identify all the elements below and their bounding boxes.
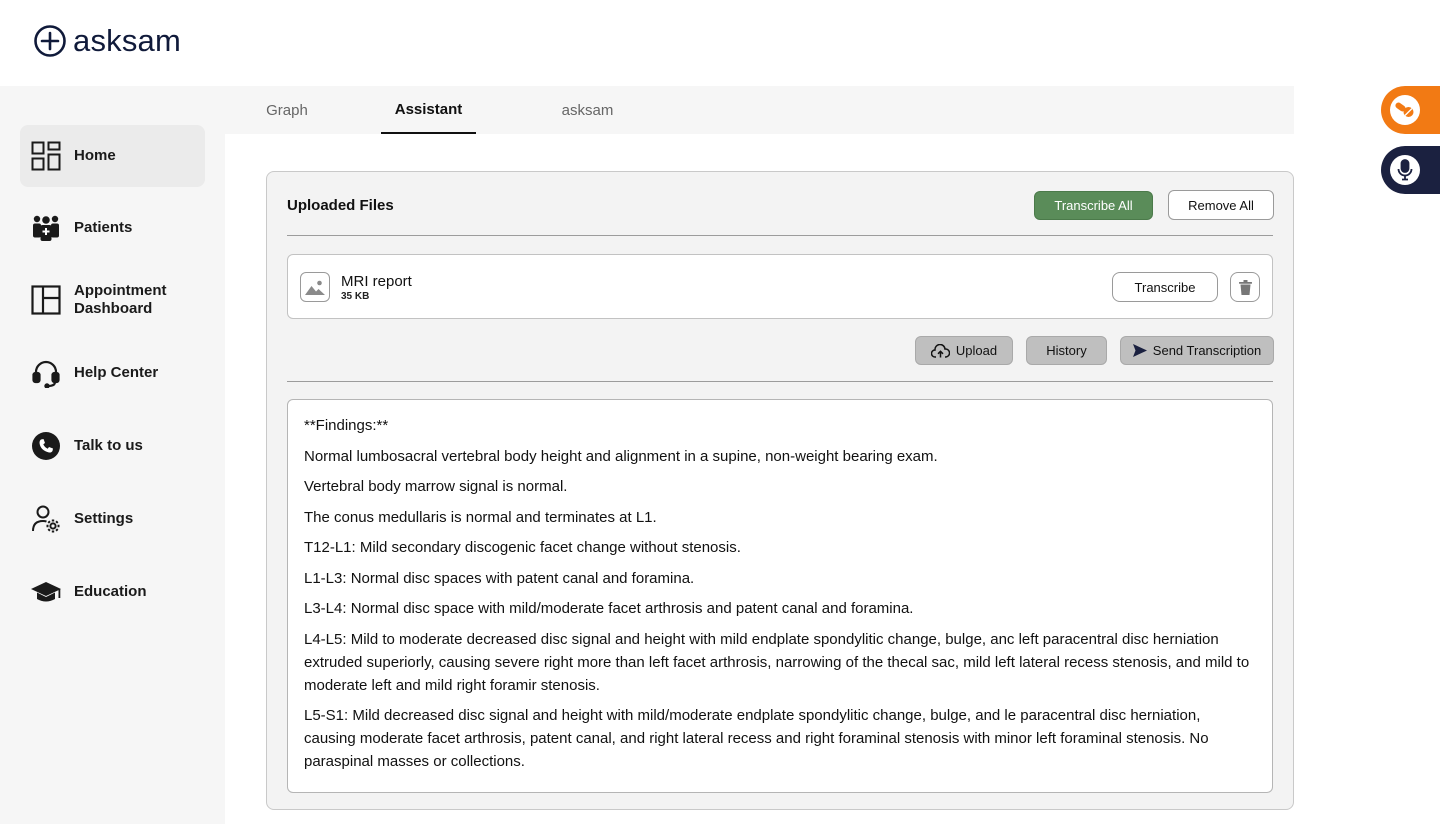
history-button[interactable]: History: [1026, 336, 1107, 365]
send-transcription-label: Send Transcription: [1152, 343, 1262, 358]
layout-panel-icon: [30, 284, 62, 316]
send-arrow-icon: [1133, 344, 1147, 357]
microphone-icon: [1390, 155, 1420, 185]
divider: [287, 381, 1273, 382]
divider: [287, 235, 1273, 236]
transcript-line: L4-L5: Mild to moderate decreased disc signal and height with mild endplate spondylitic change, bulge, anc left paracentral disc herniation extruded superiorly, causing severe right more than left facet arthrosis, narrowing of the thecal sac, mild left lateral recess stenosis, and mild to moderate left and mild right foramir stenosis.: [304, 630, 1250, 694]
sidebar-item-help-center[interactable]: [20, 342, 205, 404]
transcript-line: Vertebral body marrow signal is normal.: [304, 478, 568, 495]
sidebar-item-label: Help Center: [74, 364, 159, 381]
send-transcription-button[interactable]: [1120, 336, 1274, 365]
logo-text: asksam: [73, 23, 182, 58]
tab-graph[interactable]: Graph: [266, 101, 308, 119]
sidebar-item-patients[interactable]: [20, 197, 205, 259]
sidebar-item-settings[interactable]: [20, 488, 205, 550]
transcribe-button[interactable]: Transcribe: [1112, 272, 1218, 302]
graduation-cap-icon: [30, 576, 62, 608]
sidebar-item-home[interactable]: [20, 125, 205, 187]
panel-title: Uploaded Files: [287, 197, 394, 214]
delete-file-button[interactable]: [1230, 272, 1260, 302]
app-logo[interactable]: [33, 24, 181, 58]
tab-assistant[interactable]: Assistant: [381, 86, 476, 134]
uploaded-files-panel: [266, 171, 1294, 810]
trash-icon: [1239, 280, 1252, 295]
transcript-line: L3-L4: Normal disc space with mild/moderate facet arthrosis and patent canal and foramina.: [304, 600, 914, 617]
phone-icon: [30, 430, 62, 462]
headset-icon: [30, 357, 62, 389]
sidebar-item-appointment-dashboard[interactable]: [20, 269, 205, 331]
voice-float-button[interactable]: [1381, 146, 1440, 194]
image-file-icon: [300, 272, 330, 302]
sidebar: [0, 86, 225, 824]
sidebar-item-label: Education: [74, 583, 147, 600]
medications-float-button[interactable]: [1381, 86, 1440, 134]
sidebar-item-label: Home: [74, 147, 116, 164]
transcript-line: L1-L3: Normal disc spaces with patent canal and foramina.: [304, 569, 695, 587]
dashboard-grid-icon: [30, 140, 62, 172]
transcript-line: **Findings:**: [304, 417, 389, 434]
file-name: MRI report: [341, 273, 412, 290]
tab-asksam[interactable]: asksam: [561, 101, 614, 119]
cloud-upload-icon: [931, 344, 950, 358]
sidebar-item-label: Settings: [74, 510, 134, 527]
transcribe-all-button[interactable]: Transcribe All: [1034, 191, 1153, 220]
sidebar-item-label: Talk to us: [74, 437, 143, 454]
upload-label: Upload: [955, 343, 998, 358]
sidebar-item-talk-to-us[interactable]: [20, 415, 205, 477]
transcript-line: The conus medullaris is normal and terminates at L1.: [304, 508, 657, 526]
user-gear-icon: [30, 503, 62, 535]
transcript-line: L5-S1: Mild decreased disc signal and height with mild/moderate endplate spondylitic change, bulge, and le paracentral disc herniation, causing moderate facet arthrosis, patent canal, and right lateral recess and right foraminal stenosis with minor left foraminal stenosis. No paraspinal masses or collections.: [304, 707, 1209, 770]
upload-button[interactable]: [915, 336, 1013, 365]
pills-icon: [1390, 95, 1420, 125]
transcript-line: T12-L1: Mild secondary discogenic facet change without stenosis.: [304, 539, 741, 556]
logo-plus-circle-icon: [33, 24, 67, 58]
remove-all-button[interactable]: Remove All: [1168, 190, 1274, 220]
file-size: 35 KB: [341, 291, 370, 302]
sidebar-item-label: Appointment Dashboard: [74, 282, 167, 317]
tab-bar: [225, 86, 1294, 134]
patients-group-icon: [30, 212, 62, 244]
sidebar-item-education[interactable]: [20, 561, 205, 623]
sidebar-item-label: Patients: [74, 219, 133, 236]
file-card: [287, 254, 1273, 319]
transcription-output[interactable]: [287, 399, 1273, 793]
transcript-line: Normal lumbosacral vertebral body height and alignment in a supine, non-weight bearing exam.: [304, 447, 938, 465]
